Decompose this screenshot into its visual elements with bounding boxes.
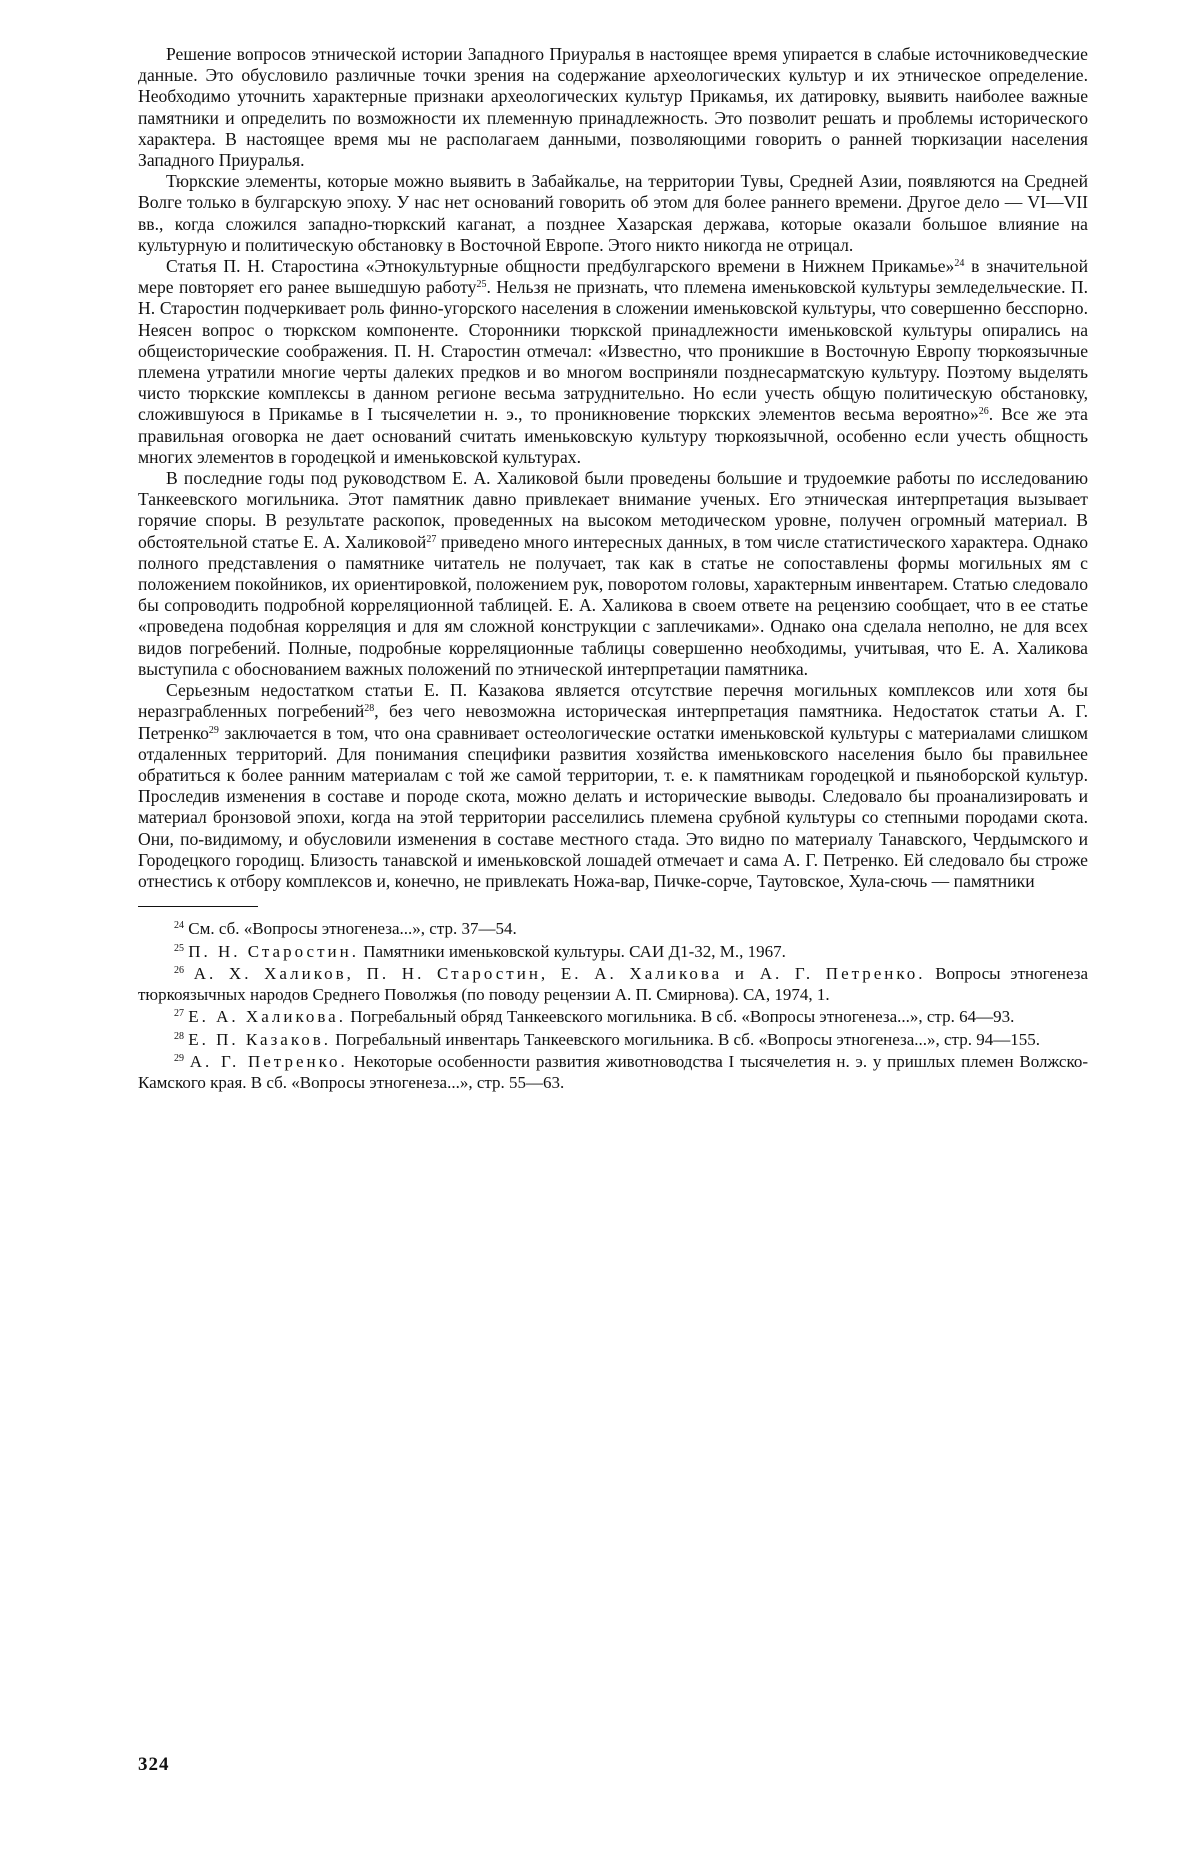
footnote-divider: [138, 906, 258, 907]
footnote-ref-25: 25: [476, 279, 487, 291]
footnote-ref-27: 27: [426, 533, 437, 545]
text-run: Решение вопросов этнической истории Западного Приуралья в настоящее время упирается в слабые источниковедческие данные. Это обусловило различные точки зрения на содержание археологических культур и их этническое определение. Необходимо уточнить характерные признаки археологических культур Прикамья, их датировку, выявить наиболее важные памятники и определить по возможности их племенную принадлежность. Это позволит решать и проблемы исторического характера. В настоящее время мы не располагаем данными, позволяющими говорить о ранней тюркизации населения Западного Приуралья.: [138, 44, 1088, 171]
text-run: . Нельзя не признать, что племена именьковской культуры земледельческие. П. Н. Старостин подчеркивает роль финно-угорского населения в сложении именьковской культуры, что совершенно бесспорно. Неясен вопрос о тюркском компоненте. Сторонники тюркской принадлежности именьковской культуры опирались на общеисторические соображения. П. Н. Старостин отмечал: «Известно, что проникшие в Восточную Европу тюркоязычные племена утратили многие черты далеких предков и во многом восприняли позднесарматскую культуру. Поэтому выделять чисто тюркские комплексы в данном регионе весьма затруднительно. Но если учесть общую политическую обстановку, сложившуюся в Прикамье в I тысячелетии н. э., то проникновение тюркских элементов весьма вероятно»: [138, 277, 1088, 425]
footnote-author: А. Г. Петренко.: [189, 1052, 348, 1072]
footnote-26: [138, 964, 1088, 1005]
footnote-text: Погребальный обряд Танкеевского могильника. В сб. «Вопросы этногенеза...», стр. 64—93.: [345, 1007, 1015, 1027]
paragraph-3: [138, 256, 1088, 468]
text-run: в значительной мере повторяет его ранее вышедшую работу: [138, 256, 1088, 298]
footnote-ref-24: 24: [954, 258, 965, 270]
footnotes: [138, 906, 1088, 1093]
footnote-number: 24: [174, 920, 184, 932]
footnote-28: [138, 1030, 1088, 1051]
text-run: заключается в том, что она сравнивает остеологические остатки именьковской культуры с материалами слишком отдаленных территорий. Для понимания специфики развития хозяйства именьковского населения было бы правильнее обратиться к более ранним материалам с той же самой территории, т. е. к памятникам городецкой и пьяноборской культур. Проследив изменения в составе и породе скота, можно делать и исторические выводы. Следовало бы проанализировать и материал бронзовой эпохи, когда на этой территории расселились племена срубной культуры со степными породами скота. Они, по-видимому, и обусловили изменения в составе местного стада. Это видно по материалу Танавского, Чердымского и Городецкого городищ. Близость танавской и именьковской лошадей отмечает и сама А. Г. Петренко. Ей следовало бы строже отнестись к отбору комплексов и, конечно, не привлекать Ножа-вар, Пичке-сорче, Таутовское, Хула-сючь — памятники: [138, 722, 1088, 891]
footnote-number: 27: [174, 1008, 184, 1020]
text-run: . Все же эта правильная оговорка не дает оснований считать именьковскую культуру тюркоязычной, особенно если учесть общность многих элементов в городецкой и именьковской культурах.: [138, 404, 1088, 467]
footnote-24: [138, 919, 1088, 940]
footnote-author: Е. П. Казаков.: [188, 1029, 332, 1049]
main-text: [138, 44, 1088, 892]
footnote-29: [138, 1052, 1088, 1093]
text-run: Тюркские элементы, которые можно выявить в Забайкалье, на территории Тувы, Средней Азии, появляются на Средней Волге только в булгарскую эпоху. У нас нет оснований говорить об этом для более раннего времени. Другое дело — VI—VII вв., когда сложился западно-тюркский каганат, а позднее Хазарская держава, которые оказали большое влияние на культурную и политическую обстановку в Восточной Европе. Этого никто никогда не отрицал.: [138, 171, 1088, 255]
footnote-number: 26: [174, 965, 184, 977]
page-number: 324: [138, 1754, 170, 1775]
footnote-text: Вопросы этногенеза тюркоязычных народов Среднего Поволжья (по поводу рецензии А. П. Смирнова). СА, 1974, 1.: [138, 964, 1088, 1004]
footnote-number: 25: [174, 942, 184, 954]
footnote-ref-29: 29: [208, 724, 219, 736]
text-run: , без чего невозможна историческая интерпретация памятника. Недостаток статьи А. Г. Петренко: [138, 701, 1088, 743]
footnote-text: Некоторые особенности развития животноводства I тысячелетия н. э. у пришлых племен Волжско-Камского края. В сб. «Вопросы этногенеза...», стр. 55—63.: [138, 1052, 1088, 1092]
footnote-number: 29: [174, 1053, 184, 1065]
paragraph-5: [138, 680, 1088, 892]
text-run: Статья П. Н. Старостина «Этнокультурные общности предбулгарского времени в Нижнем Прикамье»: [166, 256, 955, 277]
footnote-ref-28: 28: [364, 703, 375, 715]
footnote-ref-26: 26: [978, 406, 989, 418]
footnote-author: П. Н. Старостин.: [188, 941, 359, 961]
footnote-author: Е. А. Халикова.: [188, 1007, 346, 1027]
paragraph-2: [138, 171, 1088, 256]
paragraph-1: [138, 44, 1088, 171]
paragraph-4: [138, 468, 1088, 680]
footnote-25: [138, 942, 1088, 963]
text-run: приведено много интересных данных, в том числе статистического характера. Однако полного представления о памятнике читатель не получает, так как в статье не сопоставлены формы могильных ям с положением покойников, их ориентировкой, положением рук, поворотом головы, характерным инвентарем. Статью следовало бы сопроводить подробной корреляционной таблицей. Е. А. Халикова в своем ответе на рецензию сообщает, что в ее статье «проведена подобная корреляция и для ям сложной конструкции с заплечиками». Однако она сделала неполно, не для всех видов погребений. Полные, подробные корреляционные таблицы совершенно необходимы, учитывая, что Е. А. Халикова выступила с обоснованием важных положений по этнической интерпретации памятника.: [138, 531, 1088, 679]
footnote-number: 28: [174, 1030, 184, 1042]
text-run: Серьезным недостатком статьи Е. П. Казакова является отсутствие перечня могильных комплексов или хотя бы неразграбленных погребений: [138, 680, 1088, 722]
book-page: [138, 44, 1088, 1824]
footnote-text: Погребальный инвентарь Танкеевского могильника. В сб. «Вопросы этногенеза...», стр. 94—155.: [331, 1029, 1040, 1049]
text-run: В последние годы под руководством Е. А. Халиковой были проведены большие и трудоемкие работы по исследованию Танкеевского могильника. Этот памятник давно привлекает внимание ученых. Его этническая интерпретация вызывает горячие споры. В результате раскопок, проведенных на высоком методическом уровне, получен огромный материал. В обстоятельной статье Е. А. Халиковой: [138, 468, 1088, 552]
footnote-text: См. сб. «Вопросы этногенеза...», стр. 37—54.: [188, 919, 517, 939]
footnote-text: Памятники именьковской культуры. САИ Д1-32, М., 1967.: [358, 941, 786, 961]
footnote-27: [138, 1007, 1088, 1028]
footnote-author: А. Х. Халиков, П. Н. Старостин, Е. А. Халикова и А. Г. Петренко.: [193, 964, 926, 984]
